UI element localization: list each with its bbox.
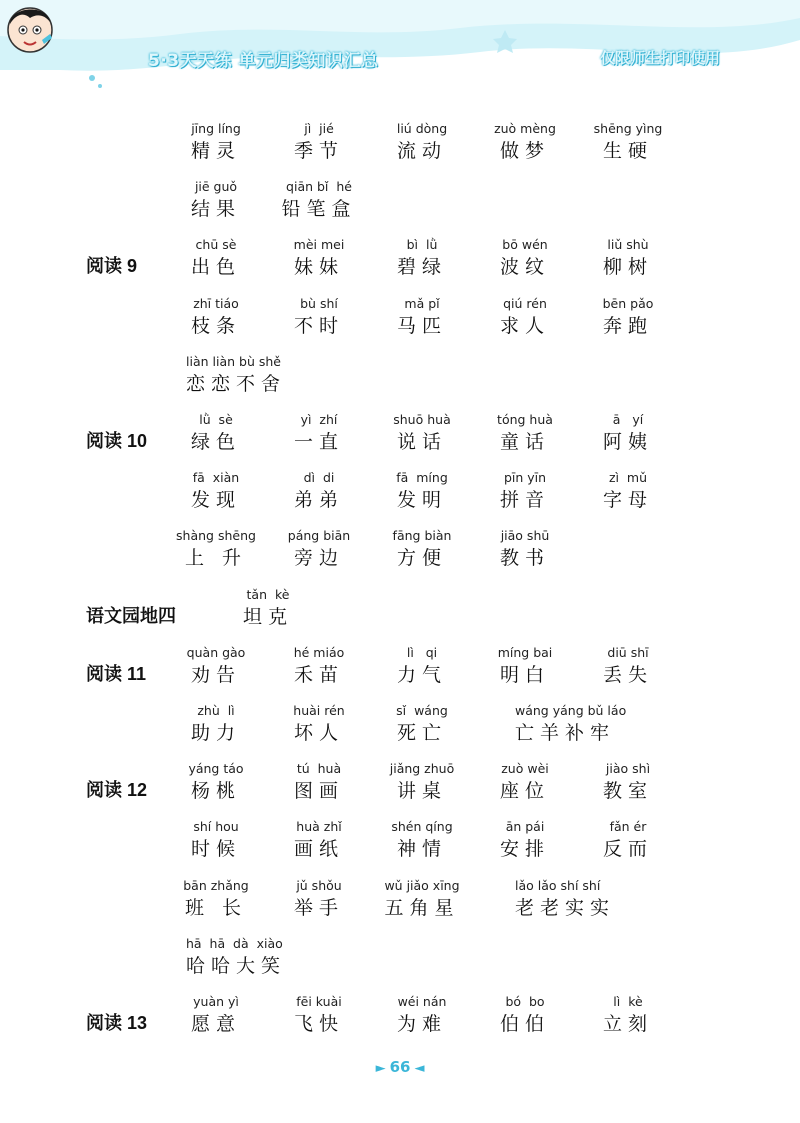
vocab-item: [166, 178, 266, 222]
header-right-title: 仅限师生打印使用: [599, 49, 720, 67]
hanzi-text: 求人: [499, 314, 550, 337]
page-number: 66: [389, 1058, 411, 1076]
vocab-item: [578, 760, 678, 804]
vocab-item: [475, 993, 575, 1037]
pinyin-text: sǐ wáng: [396, 703, 448, 718]
hanzi-text: 神情: [396, 838, 447, 861]
vocab-item: [372, 644, 472, 688]
hanzi-text: 发现: [190, 489, 241, 512]
pinyin-text: jīng líng: [191, 121, 241, 136]
pinyin-text: qiān bǐ hé: [286, 179, 352, 195]
hanzi-text: 精灵: [190, 140, 241, 162]
vocab-item: [166, 236, 266, 280]
pinyin-text: tǎn kè: [246, 586, 290, 602]
pinyin-text: liǔ shù: [607, 237, 649, 253]
pinyin-text: shén qíng: [391, 819, 453, 835]
pinyin-text: yì zhí: [300, 412, 338, 427]
right-arrow-icon: ◄: [414, 1061, 425, 1076]
hanzi-text: 禾苗: [293, 663, 344, 686]
header-left-title: 5·3天天练 单元归类知识汇总: [148, 51, 379, 71]
pinyin-text: fāng biàn: [392, 528, 452, 544]
vocab-item: [475, 644, 575, 688]
pinyin-text: zuò mèng: [494, 121, 556, 136]
vocab-item: [269, 644, 369, 688]
pinyin-text: pīn yīn: [503, 470, 547, 486]
vocab-item: [475, 818, 575, 862]
pinyin-text: fā míng: [396, 470, 448, 486]
hanzi-text: 讲桌: [396, 780, 447, 803]
pinyin-text: ān pái: [505, 819, 545, 835]
lesson-label: 语文园地四: [86, 605, 176, 626]
pinyin-text: lǎo lǎo shí shí: [515, 877, 601, 893]
vocab-item: [578, 993, 678, 1037]
pinyin-text: shí hou: [193, 819, 239, 835]
pinyin-text: dì di: [303, 470, 335, 486]
vocab-item: [166, 469, 266, 513]
hanzi-text: 结果: [190, 198, 241, 221]
vocab-item: [578, 120, 678, 164]
pinyin-text: lì qi: [406, 644, 438, 660]
pinyin-text: shuō huà: [393, 412, 451, 427]
pinyin-text: zhī tiáo: [193, 295, 239, 311]
left-arrow-icon: ►: [375, 1061, 386, 1076]
pinyin-text: jiāo shū: [500, 528, 550, 544]
hanzi-text: 碧绿: [396, 256, 447, 279]
vocab-item: [269, 295, 369, 339]
vocab-item: [186, 935, 326, 979]
hanzi-text: 波纹: [499, 256, 550, 279]
vocab-item: [372, 993, 472, 1037]
pinyin-text: yáng táo: [188, 761, 244, 777]
pinyin-text: bì lǜ: [406, 237, 438, 253]
hanzi-text: 反而: [602, 838, 653, 861]
vocab-item: [578, 236, 678, 280]
hanzi-text: 五角星: [384, 896, 460, 919]
vocab-item: [166, 644, 266, 688]
vocab-item: [218, 586, 318, 630]
vocab-item: [166, 411, 266, 455]
pinyin-text: tú huà: [296, 761, 342, 777]
pinyin-text: shēng yìng: [593, 121, 663, 136]
vocab-item: [269, 818, 369, 862]
pinyin-text: bān zhǎng: [183, 877, 249, 893]
hanzi-text: 季节: [293, 140, 344, 162]
hanzi-text: 不时: [293, 314, 344, 337]
hanzi-text: 拼音: [499, 489, 550, 512]
page-footer: [0, 1058, 800, 1076]
lesson-label: 阅读 9: [86, 256, 138, 277]
hanzi-text: 弟弟: [293, 489, 344, 512]
vocab-item: [166, 993, 266, 1037]
hanzi-text: 生硬: [602, 140, 653, 162]
pinyin-text: qiú rén: [503, 295, 547, 311]
pinyin-text: bō wén: [502, 237, 548, 253]
pinyin-text: yuàn yì: [193, 994, 239, 1009]
hanzi-text: 绿色: [190, 431, 241, 453]
pinyin-text: jì jié: [304, 121, 334, 136]
hanzi-text: 坦克: [242, 605, 293, 628]
hanzi-text: 字母: [602, 489, 653, 512]
hanzi-text: 老老实实: [515, 896, 616, 919]
lesson-label: 阅读 12: [86, 780, 148, 801]
pinyin-text: quàn gào: [186, 644, 246, 660]
hanzi-text: 妹妹: [293, 256, 344, 279]
hanzi-text: 奔跑: [602, 314, 653, 337]
hanzi-text: 飞快: [293, 1013, 344, 1035]
pinyin-text: hā hā dà xiào: [186, 935, 283, 951]
vocab-item: [269, 527, 369, 571]
pinyin-text: ā yí: [612, 412, 644, 427]
pinyin-text: mǎ pǐ: [404, 295, 440, 311]
vocab-item: [269, 760, 369, 804]
hanzi-text: 死亡: [396, 722, 447, 744]
hanzi-text: 图画: [293, 780, 344, 803]
hanzi-text: 哈哈大笑: [186, 954, 287, 977]
pinyin-text: hé miáo: [293, 644, 345, 660]
vocab-item: [475, 236, 575, 280]
vocab-item: [372, 818, 472, 862]
hanzi-text: 流动: [396, 140, 447, 162]
pinyin-text: chū sè: [195, 237, 237, 253]
vocab-item: [186, 353, 326, 397]
vocab-item: [166, 877, 266, 921]
pinyin-text: wéi nán: [397, 994, 447, 1009]
vocab-item: [475, 295, 575, 339]
hanzi-text: 旁边: [293, 547, 344, 570]
vocab-item: [475, 120, 575, 164]
hanzi-text: 童话: [499, 431, 550, 453]
vocab-item: [372, 702, 472, 746]
vocab-item: [372, 236, 472, 280]
vocab-item: [515, 702, 655, 746]
pinyin-text: shàng shēng: [176, 528, 256, 544]
vocab-item: [269, 993, 369, 1037]
hanzi-text: 为难: [396, 1013, 447, 1035]
hanzi-text: 上 升: [184, 547, 248, 570]
vocab-item: [475, 760, 575, 804]
pinyin-text: zì mǔ: [608, 470, 648, 486]
pinyin-text: míng bai: [497, 644, 553, 660]
hanzi-text: 画纸: [293, 838, 344, 861]
pinyin-text: tóng huà: [497, 412, 553, 427]
vocab-item: [372, 760, 472, 804]
hanzi-text: 时候: [190, 838, 241, 861]
vocab-item: [269, 236, 369, 280]
hanzi-text: 丢失: [602, 663, 653, 686]
lesson-label: 阅读 13: [86, 1013, 148, 1033]
hanzi-text: 劝告: [190, 663, 241, 686]
hanzi-text: 安排: [499, 838, 550, 861]
pinyin-text: zuò wèi: [501, 761, 549, 777]
hanzi-text: 教室: [602, 780, 653, 803]
vocab-item: [372, 120, 472, 164]
pinyin-text: lì kè: [613, 994, 643, 1009]
pinyin-text: zhù lì: [197, 703, 235, 718]
hanzi-text: 愿意: [190, 1013, 241, 1035]
vocab-item: [372, 527, 472, 571]
vocab-item: [166, 527, 266, 571]
hanzi-text: 做梦: [499, 140, 550, 162]
vocab-item: [269, 411, 369, 455]
pinyin-text: jiào shì: [605, 761, 651, 777]
vocab-item: [372, 469, 472, 513]
pinyin-text: huà zhǐ: [296, 819, 342, 835]
vocab-item: [269, 702, 369, 746]
vocab-item: [515, 877, 655, 921]
vocab-item: [269, 120, 369, 164]
pinyin-text: mèi mei: [293, 237, 345, 253]
pinyin-text: liàn liàn bù shě: [186, 353, 281, 369]
vocab-item: [269, 469, 369, 513]
hanzi-text: 班 长: [184, 896, 248, 919]
vocab-item: [166, 120, 266, 164]
pinyin-text: huài rén: [293, 703, 345, 718]
pinyin-text: páng biān: [287, 528, 351, 544]
vocab-item: [372, 877, 472, 921]
hanzi-text: 坏人: [293, 722, 344, 744]
pinyin-text: fǎn ér: [609, 819, 647, 835]
hanzi-text: 力气: [396, 663, 447, 686]
pinyin-text: bó bo: [505, 994, 545, 1009]
hanzi-text: 阿姨: [602, 431, 653, 453]
vocab-item: [475, 527, 575, 571]
lesson-label: 阅读 10: [86, 431, 148, 451]
pinyin-text: jiǎng zhuō: [389, 761, 455, 777]
pinyin-text: wǔ jiǎo xīng: [384, 877, 460, 893]
hanzi-text: 杨桃: [190, 780, 241, 803]
hanzi-text: 方便: [396, 547, 447, 570]
pinyin-text: bēn pǎo: [602, 295, 654, 311]
hanzi-text: 伯伯: [499, 1013, 550, 1035]
vocab-item: [578, 818, 678, 862]
pinyin-text: jiē guǒ: [194, 179, 238, 195]
vocab-item: [475, 469, 575, 513]
vocab-item: [578, 295, 678, 339]
vocab-item: [166, 295, 266, 339]
hanzi-text: 座位: [499, 780, 550, 803]
hanzi-text: 铅笔盒: [281, 198, 357, 221]
vocab-item: [269, 178, 369, 222]
pinyin-text: fā xiàn: [192, 470, 240, 486]
vocab-item: [166, 760, 266, 804]
pinyin-text: wáng yáng bǔ láo: [515, 703, 627, 718]
pinyin-text: diū shī: [607, 644, 649, 660]
hanzi-text: 柳树: [602, 256, 653, 279]
pinyin-text: jǔ shǒu: [296, 877, 342, 893]
vocab-item: [475, 411, 575, 455]
hanzi-text: 立刻: [602, 1013, 653, 1035]
vocab-item: [578, 411, 678, 455]
hanzi-text: 枝条: [190, 314, 241, 337]
hanzi-text: 马匹: [396, 314, 447, 337]
vocab-item: [269, 877, 369, 921]
hanzi-text: 发明: [396, 489, 447, 512]
hanzi-text: 明白: [499, 663, 550, 686]
hanzi-text: 一直: [293, 431, 344, 453]
pinyin-text: lǜ sè: [199, 412, 233, 427]
pinyin-text: bù shí: [300, 295, 338, 311]
hanzi-text: 助力: [190, 722, 241, 744]
vocab-item: [166, 702, 266, 746]
vocab-item: [372, 411, 472, 455]
hanzi-text: 恋恋不舍: [186, 372, 287, 395]
hanzi-text: 说话: [396, 431, 447, 453]
vocab-item: [578, 644, 678, 688]
hanzi-text: 亡羊补牢: [515, 722, 616, 744]
pinyin-text: fēi kuài: [296, 994, 342, 1009]
hanzi-text: 举手: [293, 896, 344, 919]
hanzi-text: 出色: [190, 256, 241, 279]
vocab-item: [372, 295, 472, 339]
vocab-item: [166, 818, 266, 862]
lesson-label: 阅读 11: [86, 663, 147, 684]
hanzi-text: 教书: [499, 547, 550, 570]
pinyin-text: liú dòng: [396, 121, 448, 136]
vocab-item: [578, 469, 678, 513]
